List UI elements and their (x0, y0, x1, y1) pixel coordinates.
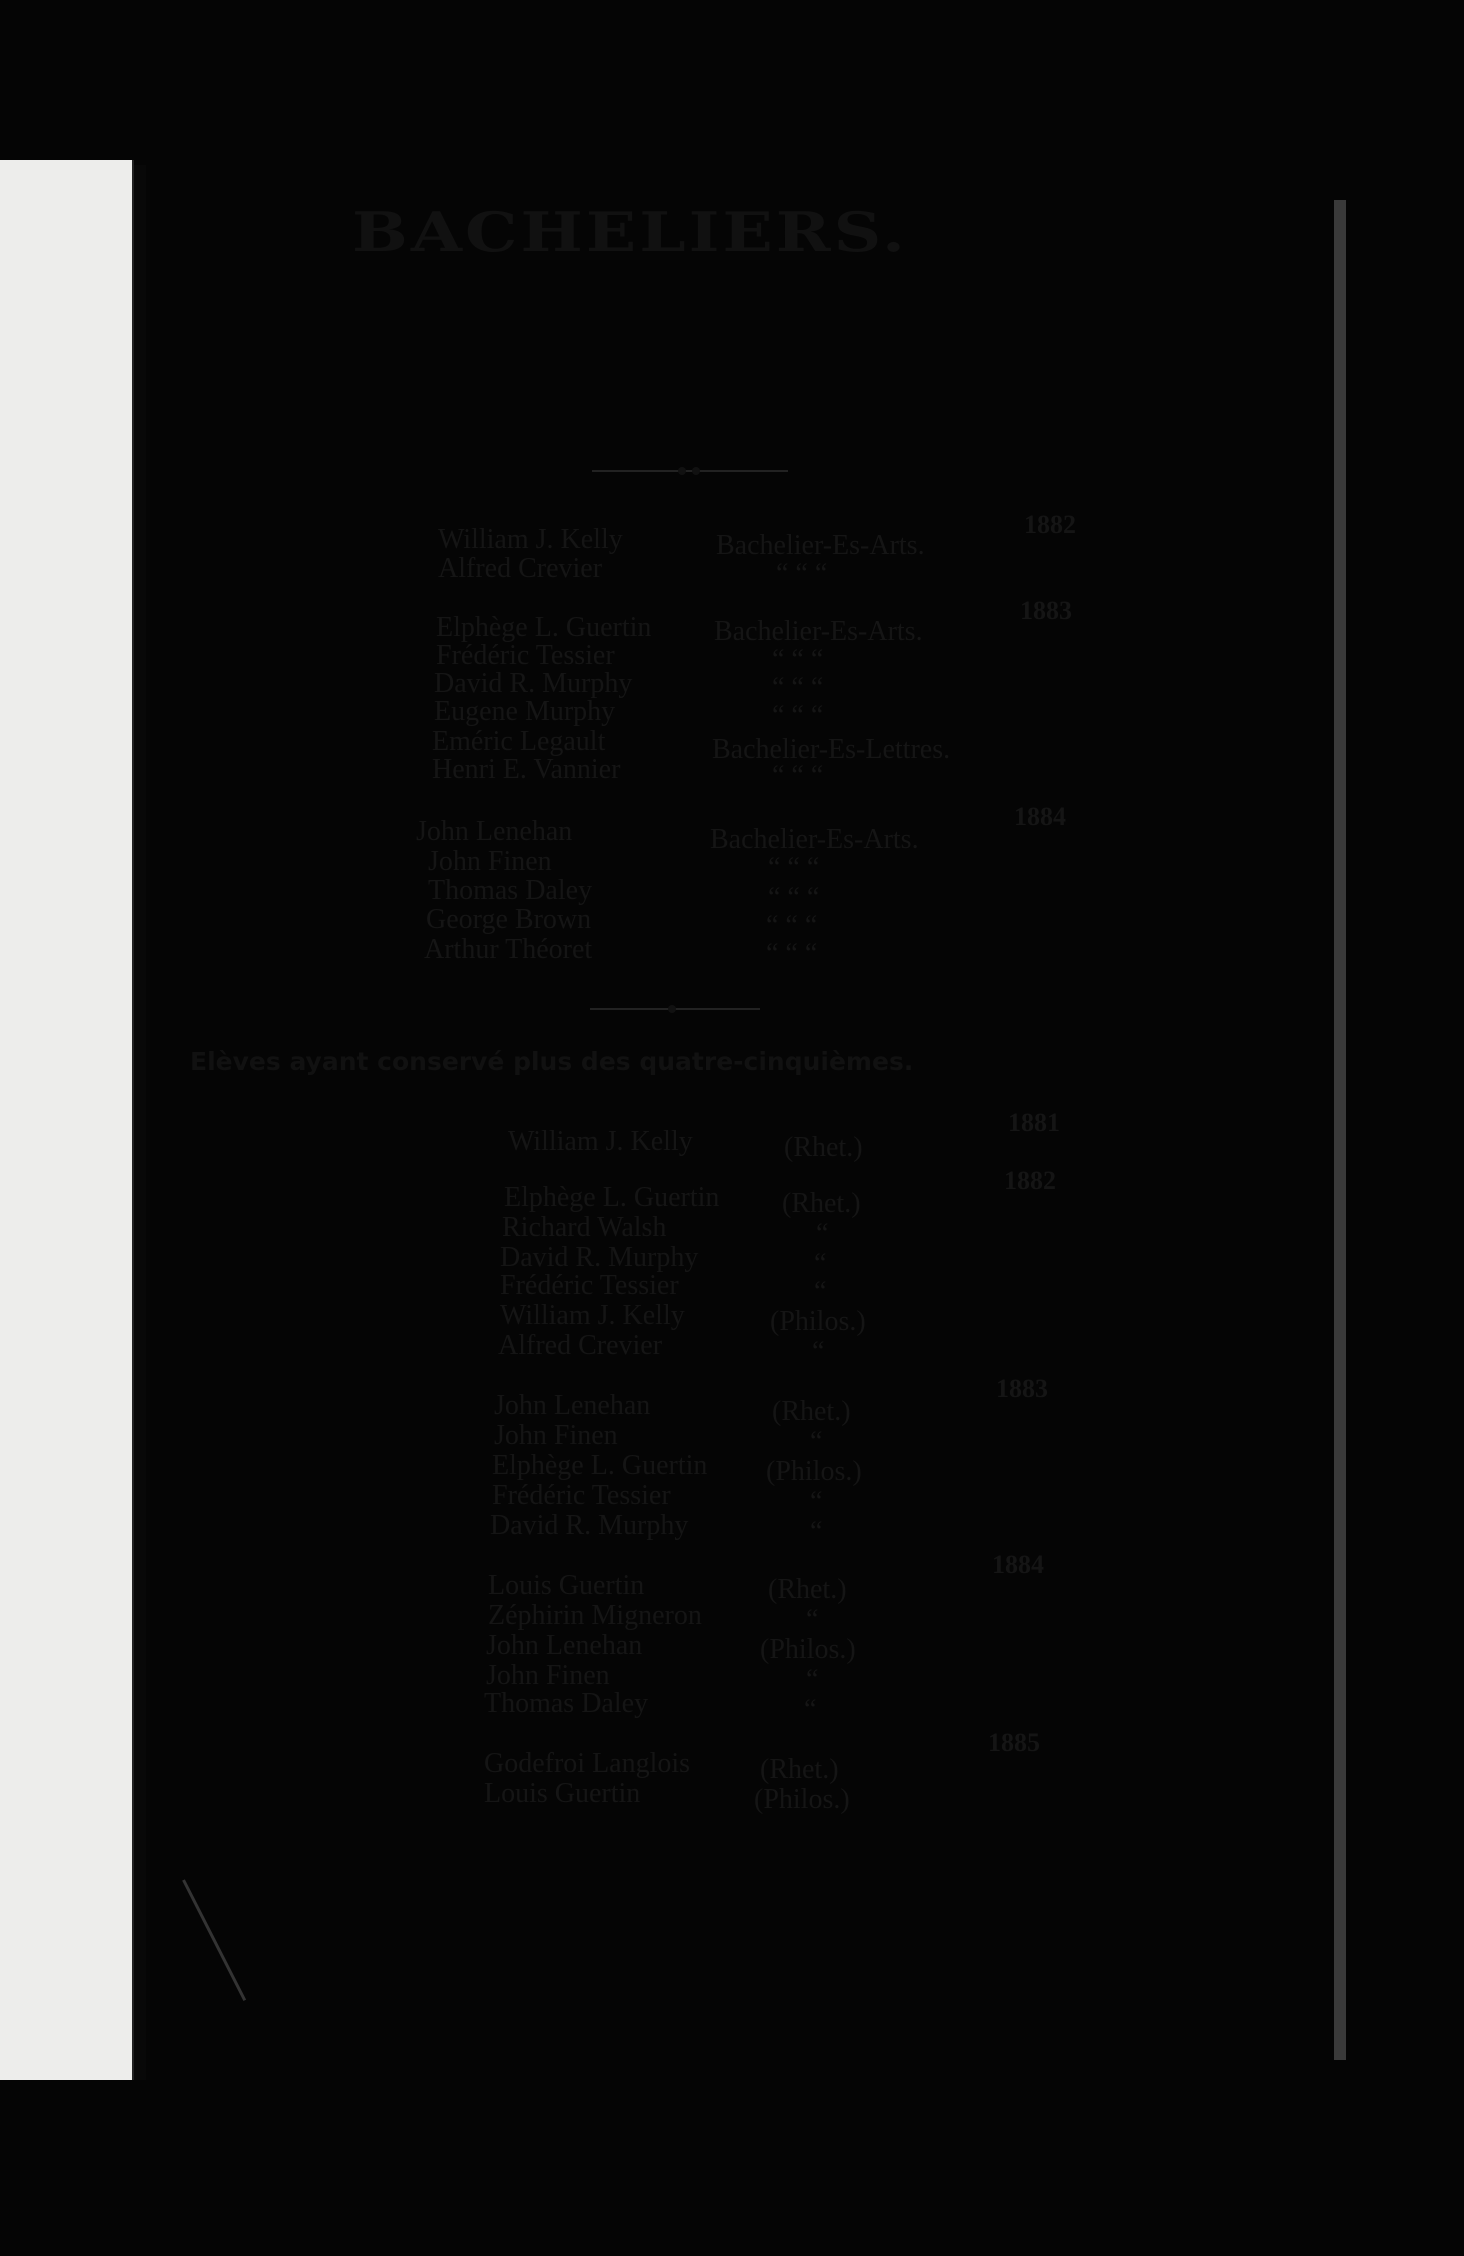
student-name: Zéphirin Migneron (488, 1600, 702, 1631)
degree-ditto: “ “ “ (772, 672, 824, 703)
degree: Bachelier-Es-Arts. (714, 616, 923, 647)
student-name: David R. Murphy (490, 1510, 689, 1541)
class-ditto: “ (810, 1426, 823, 1457)
degree-ditto: “ “ “ (776, 558, 828, 589)
facing-page-edge (0, 160, 134, 2080)
degree-ditto: “ “ “ (772, 760, 824, 791)
student-name: Elphège L. Guertin (492, 1450, 708, 1481)
class-label: (Rhet.) (782, 1188, 861, 1219)
student-name: Frédéric Tessier (492, 1480, 671, 1511)
class-label: (Rhet.) (760, 1754, 839, 1785)
class-label: (Rhet.) (768, 1574, 847, 1605)
student-name: William J. Kelly (500, 1300, 685, 1331)
student-name: William J. Kelly (508, 1126, 693, 1157)
student-name: John Finen (494, 1420, 618, 1451)
degree-ditto: “ “ “ (766, 938, 818, 969)
class-label: (Philos.) (770, 1306, 866, 1337)
year-label: 1882 (1024, 510, 1076, 539)
degree-ditto: “ “ “ (766, 910, 818, 941)
degree: Bachelier-Es-Lettres. (712, 734, 951, 765)
student-name: John Lenehan (494, 1390, 651, 1421)
year-label: 1883 (1020, 596, 1072, 625)
student-name: Louis Guertin (484, 1778, 641, 1809)
student-name: Thomas Daley (484, 1688, 649, 1719)
year-label: 1881 (1008, 1108, 1060, 1137)
section-subheading: Elèves ayant conservé plus des quatre-cinquièmes. (190, 1047, 914, 1076)
class-label: (Philos.) (766, 1456, 862, 1487)
graduate-name: Frédéric Tessier (436, 640, 615, 671)
class-label: (Philos.) (760, 1634, 856, 1665)
graduate-name: David R. Murphy (434, 668, 633, 699)
class-label: (Rhet.) (784, 1132, 863, 1163)
pen-stroke-mark (182, 1879, 246, 2001)
class-ditto: “ (816, 1218, 829, 1249)
student-name: John Lenehan (486, 1630, 643, 1661)
graduate-name: George Brown (426, 904, 592, 935)
student-name: Elphège L. Guertin (504, 1182, 720, 1213)
class-ditto: “ (810, 1516, 823, 1547)
graduate-name: Arthur Théoret (424, 934, 593, 965)
class-ditto: “ (814, 1248, 827, 1279)
graduate-name: John Lenehan (416, 816, 573, 847)
degree: Bachelier-Es-Arts. (710, 824, 919, 855)
student-name: Louis Guertin (488, 1570, 645, 1601)
graduate-name: Eugene Murphy (434, 696, 616, 727)
class-ditto: “ (814, 1276, 827, 1307)
student-name: Frédéric Tessier (500, 1270, 679, 1301)
degree-ditto: “ “ “ (772, 644, 824, 675)
graduate-name: Henri E. Vannier (432, 754, 621, 785)
class-ditto: “ (804, 1694, 817, 1725)
year-label: 1884 (1014, 802, 1066, 831)
student-name: Alfred Crevier (498, 1330, 663, 1361)
student-name: David R. Murphy (500, 1242, 699, 1273)
graduate-name: Eméric Legault (432, 726, 606, 757)
student-name: John Finen (486, 1660, 610, 1691)
page-title: BACHELIERS. (352, 200, 908, 264)
year-label: 1883 (996, 1374, 1048, 1403)
book-spine (134, 165, 146, 2080)
degree: Bachelier-Es-Arts. (716, 530, 925, 561)
graduate-name: Thomas Daley (428, 875, 593, 906)
degree-ditto: “ “ “ (768, 852, 820, 883)
class-label: (Philos.) (754, 1784, 850, 1815)
student-name: Godefroi Langlois (484, 1748, 691, 1779)
degree-ditto: “ “ “ (768, 882, 820, 913)
year-label: 1884 (992, 1550, 1044, 1579)
class-label: (Rhet.) (772, 1396, 851, 1427)
class-ditto: “ (810, 1486, 823, 1517)
ornamental-rule-top (592, 470, 788, 472)
page-edge-shadow (1334, 200, 1346, 2060)
year-label: 1885 (988, 1728, 1040, 1757)
student-name: Richard Walsh (502, 1212, 667, 1243)
graduate-name: Alfred Crevier (438, 553, 603, 584)
graduate-name: Elphège L. Guertin (436, 612, 652, 643)
class-ditto: “ (806, 1604, 819, 1635)
class-ditto: “ (806, 1664, 819, 1695)
ornamental-rule-middle (590, 1008, 760, 1010)
graduate-name: John Finen (428, 846, 552, 877)
degree-ditto: “ “ “ (772, 700, 824, 731)
year-label: 1882 (1004, 1166, 1056, 1195)
graduate-name: William J. Kelly (438, 524, 623, 555)
class-ditto: “ (812, 1336, 825, 1367)
